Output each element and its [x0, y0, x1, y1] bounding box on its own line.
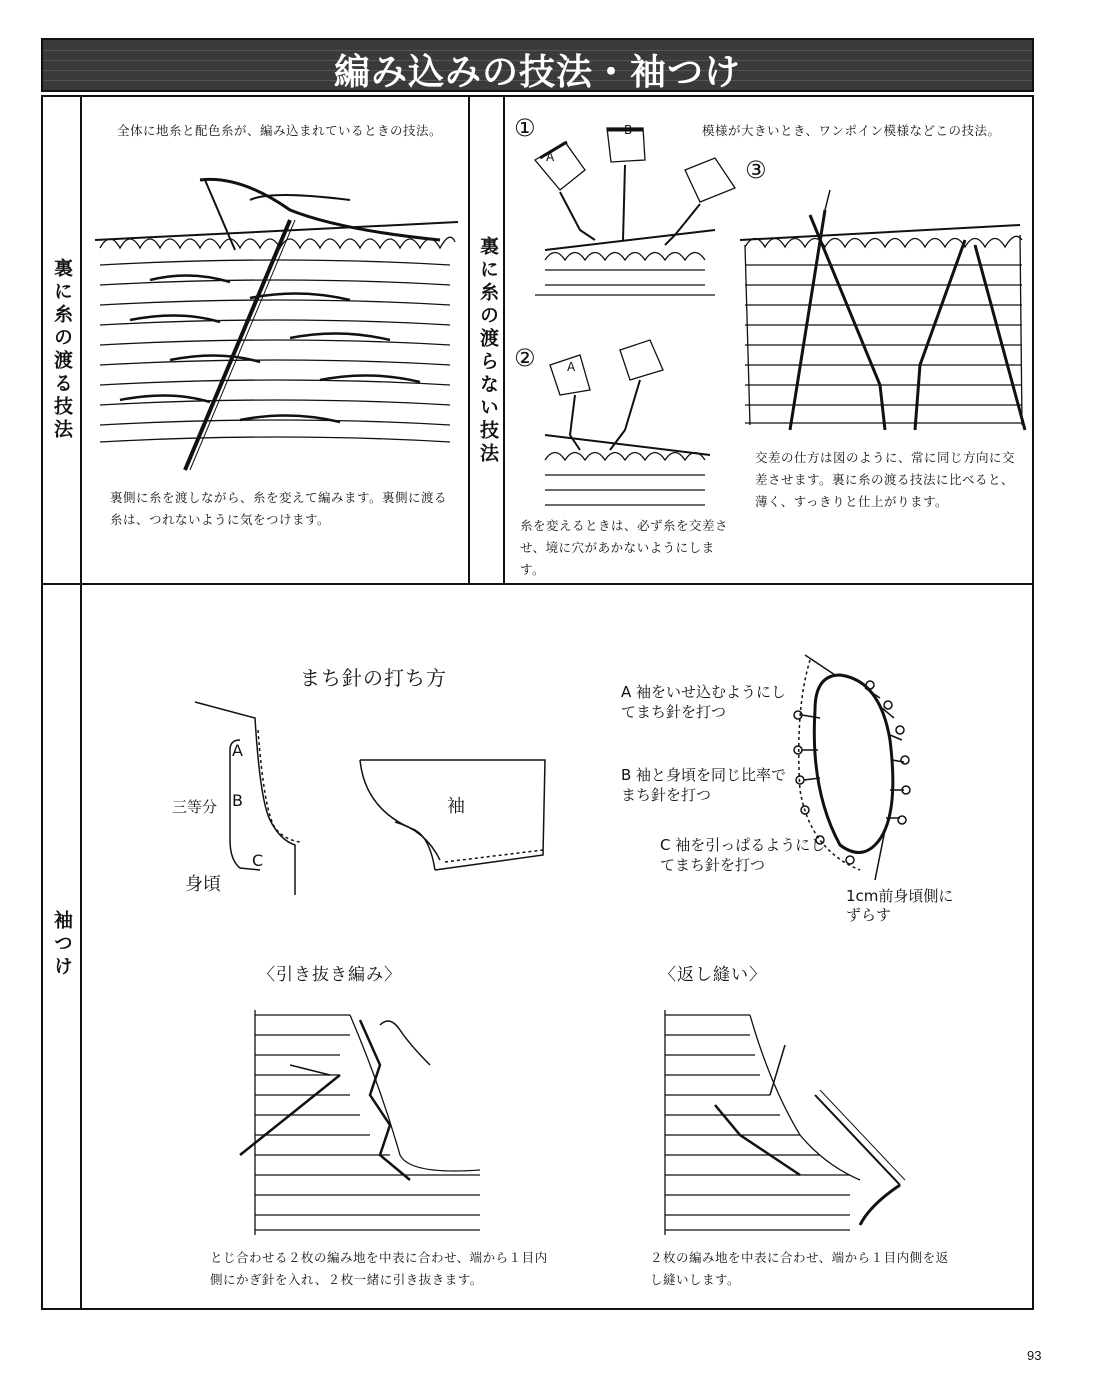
page-number: 93: [1027, 1348, 1042, 1363]
sleeve-piece-label: 袖: [447, 796, 465, 817]
backstitch-title: 〈返し縫い〉: [659, 965, 767, 985]
intarsia-cross-caption: 交差の仕方は図のように、常に同じ方向に交差させます。裏に糸の渡る技法に比べると、薄く、すっきりと仕上がります。: [755, 450, 1016, 509]
yarn-a-label-1: A: [546, 150, 555, 164]
pinning-title: まち針の打ち方: [300, 666, 447, 690]
float-bottom-caption: 裏側に糸を渡しながら、糸を変えて編みます。裏側に渡る糸は、つれないように気をつけます。: [110, 490, 448, 527]
float-top-caption: 全体に地糸と配色糸が、編み込まれているときの技法。: [117, 123, 443, 138]
step-2-label: ②: [514, 344, 536, 372]
slip-stitch-title: 〈引き抜き編み〉: [258, 965, 402, 985]
pin-label-b: B: [232, 791, 243, 810]
backstitch-illustration: [660, 1005, 920, 1240]
armhole-pinning-diagram: [790, 650, 930, 890]
intarsia-top-caption: 模様が大きいとき、ワンポイン模様などこの技法。: [702, 123, 1001, 138]
intarsia-step2-illustration: [535, 335, 715, 515]
thirds-label: 三等分: [172, 798, 218, 816]
body-piece-label: 身頃: [185, 874, 221, 895]
side-label-no-float-technique: 裏に糸の渡らない技法: [477, 236, 499, 466]
yarn-a-label-2: A: [567, 360, 576, 374]
shift-note: 1cm前身頃側にずらす: [846, 887, 954, 924]
yarn-b-label-1: B: [624, 123, 633, 137]
slip-stitch-illustration: [230, 1005, 490, 1245]
pin-note-c: C 袖を引っぱるようにしてまち針を打つ: [660, 836, 826, 874]
float-knitting-illustration: [90, 170, 460, 480]
step-1-label: ①: [514, 114, 536, 142]
pin-label-c: C: [252, 851, 264, 870]
top-center-divider: [503, 97, 505, 584]
slip-stitch-caption: とじ合わせる２枚の編み地を中表に合わせ、端から１目内側にかぎ針を入れ、２枚一緒に引き抜きます。: [210, 1250, 548, 1287]
intarsia-step1-illustration: [525, 120, 745, 300]
intarsia-step3-illustration: [730, 185, 1030, 435]
pin-note-a: A 袖をいせ込むようにしてまち針を打つ: [621, 683, 787, 721]
intarsia-change-caption: 糸を変えるときは、必ず糸を交差させ、境に穴があかないようにします。: [520, 518, 729, 577]
section-divider: [43, 583, 1032, 585]
backstitch-caption: ２枚の編み地を中表に合わせ、端から１目内側を返し縫いします。: [650, 1250, 949, 1287]
page-title: 編み込みの技法・袖つけ: [333, 52, 741, 93]
side-label-float-technique: 裏に糸の渡る技法: [51, 258, 73, 442]
top-label-divider: [468, 97, 470, 584]
title-bar: [41, 38, 1034, 92]
step-3-label: ③: [745, 156, 767, 184]
pin-note-b: B 袖と身頃を同じ比率でまち針を打つ: [621, 766, 787, 804]
pin-label-a: A: [232, 741, 243, 760]
label-column-divider: [80, 97, 82, 1308]
side-label-sleeve: 袖つけ: [51, 910, 73, 979]
